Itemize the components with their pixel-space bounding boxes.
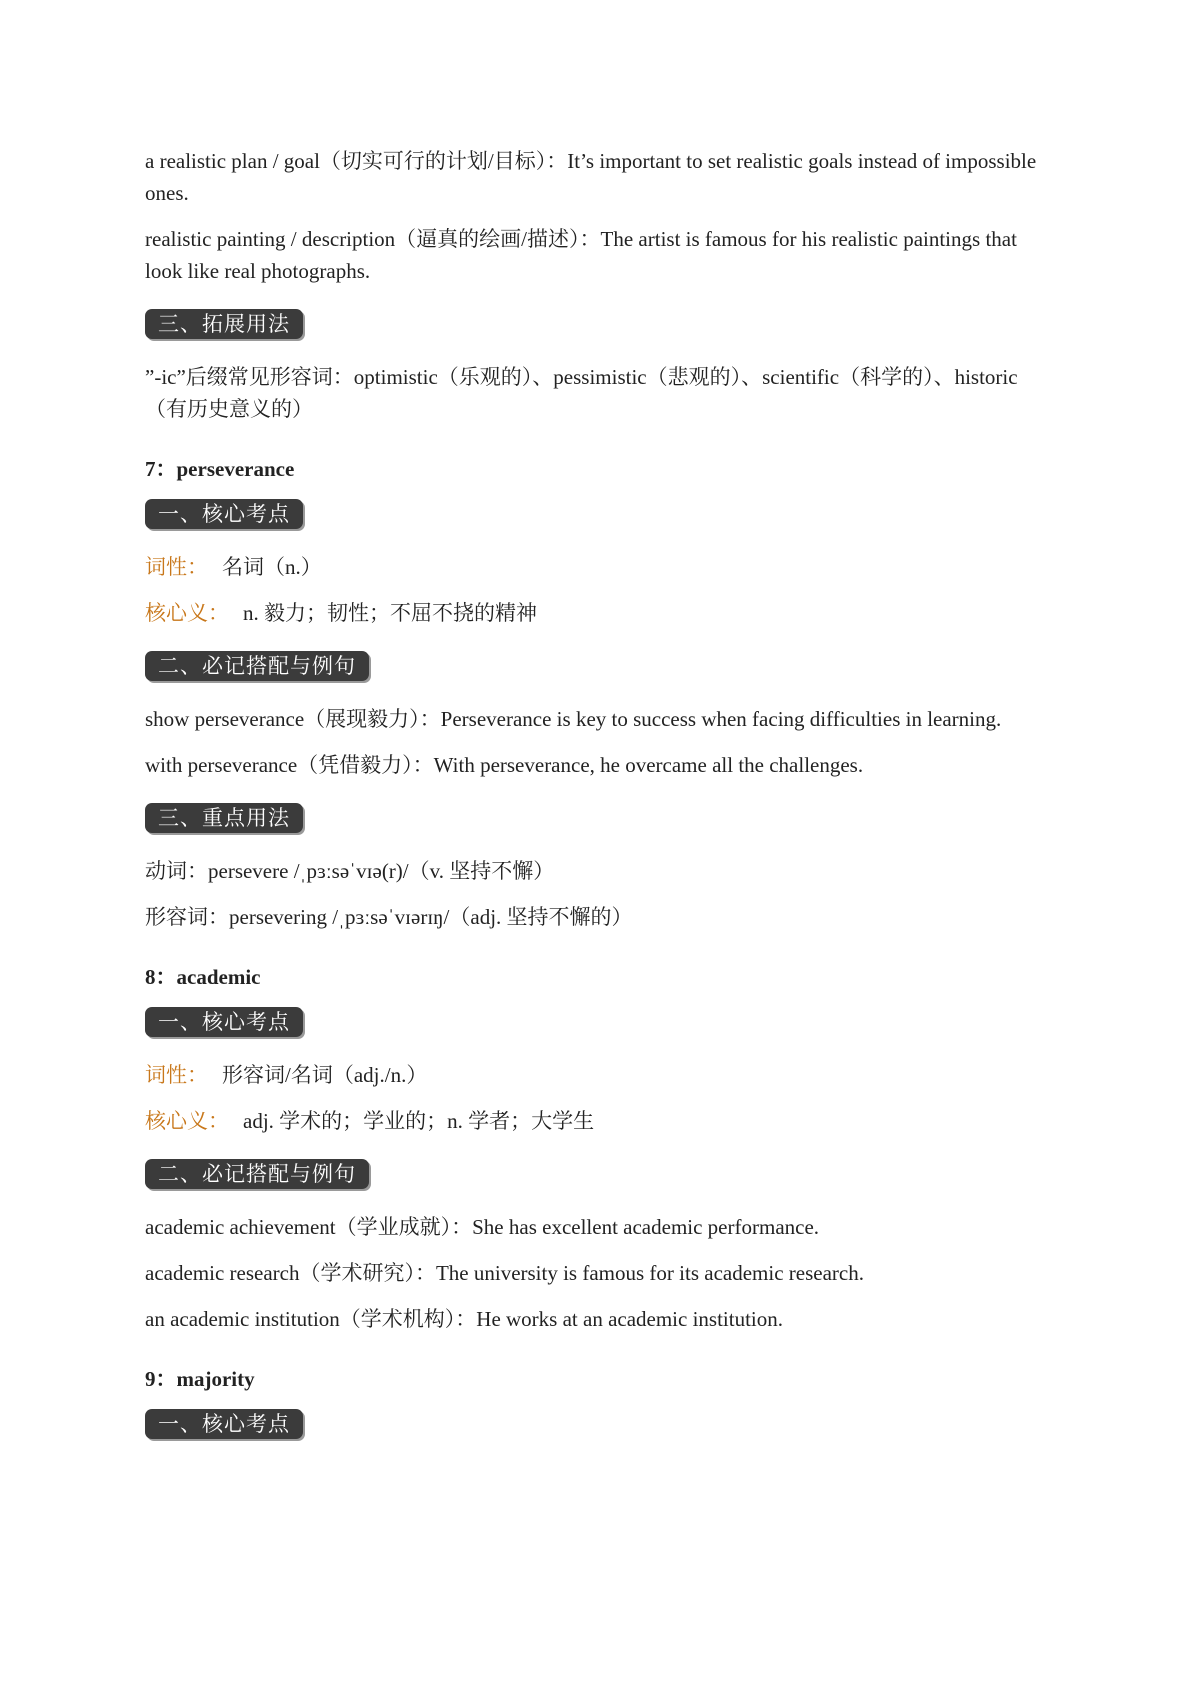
section-badge-core: 一、核心考点 [145,1007,303,1037]
collocation-example: academic research（学术研究）：The university is famous for its academic research. [145,1261,864,1285]
collocation-example: with perseverance（凭借毅力）：With perseverance, he overcame all the challenges. [145,753,864,777]
collocation-example: show perseverance（展现毅力）：Perseverance is key to success when facing difficulties in learning. [145,707,1002,731]
entry-heading-majority: 9：majority [145,1367,255,1391]
section-badge-usage: 三、重点用法 [145,803,303,833]
part-of-speech-line [145,1059,1055,1091]
meaning-label: 核心义： [145,1109,229,1133]
pos-value: 形容词/名词（adj./n.） [222,1063,428,1087]
extension-usage: ”-ic”后缀常见形容词：optimistic（乐观的）、pessimistic（悲观的）、scientific（科学的）、historic（有历史意义的） [145,365,1018,421]
collocation-example: an academic institution（学术机构）：He works at an academic institution. [145,1307,784,1331]
usage-line: 动词：persevere /ˌpɜːsəˈvɪə(r)/（v. 坚持不懈） [145,859,555,883]
pos-label: 词性： [145,555,208,579]
pos-value: 名词（n.） [222,555,322,579]
section-badge-collocations: 二、必记搭配与例句 [145,1159,369,1189]
pos-label: 词性： [145,1063,208,1087]
section-badge-extension: 三、拓展用法 [145,309,303,339]
entry-heading-perseverance: 7：perseverance [145,457,295,481]
meaning-value: adj. 学术的；学业的；n. 学者；大学生 [243,1109,595,1133]
collocation-example: a realistic plan / goal（切实可行的计划/目标）：It’s important to set realistic goals instead of impossible ones. [145,149,1037,205]
document-page [145,145,1055,1439]
collocation-example: academic achievement（学业成就）：She has excellent academic performance. [145,1215,820,1239]
usage-line: 形容词：persevering /ˌpɜːsəˈvɪərɪŋ/（adj. 坚持不懈的） [145,905,633,929]
core-meaning-line [145,1105,1055,1137]
section-badge-core: 一、核心考点 [145,1409,303,1439]
section-badge-collocations: 二、必记搭配与例句 [145,651,369,681]
section-badge-core: 一、核心考点 [145,499,303,529]
meaning-label: 核心义： [145,601,229,625]
part-of-speech-line [145,551,1055,583]
entry-heading-academic: 8：academic [145,965,261,989]
collocation-example: realistic painting / description（逼真的绘画/描述）：The artist is famous for his realistic paintings that look like real photographs. [145,227,1017,283]
core-meaning-line [145,597,1055,629]
meaning-value: n. 毅力；韧性；不屈不挠的精神 [243,601,537,625]
